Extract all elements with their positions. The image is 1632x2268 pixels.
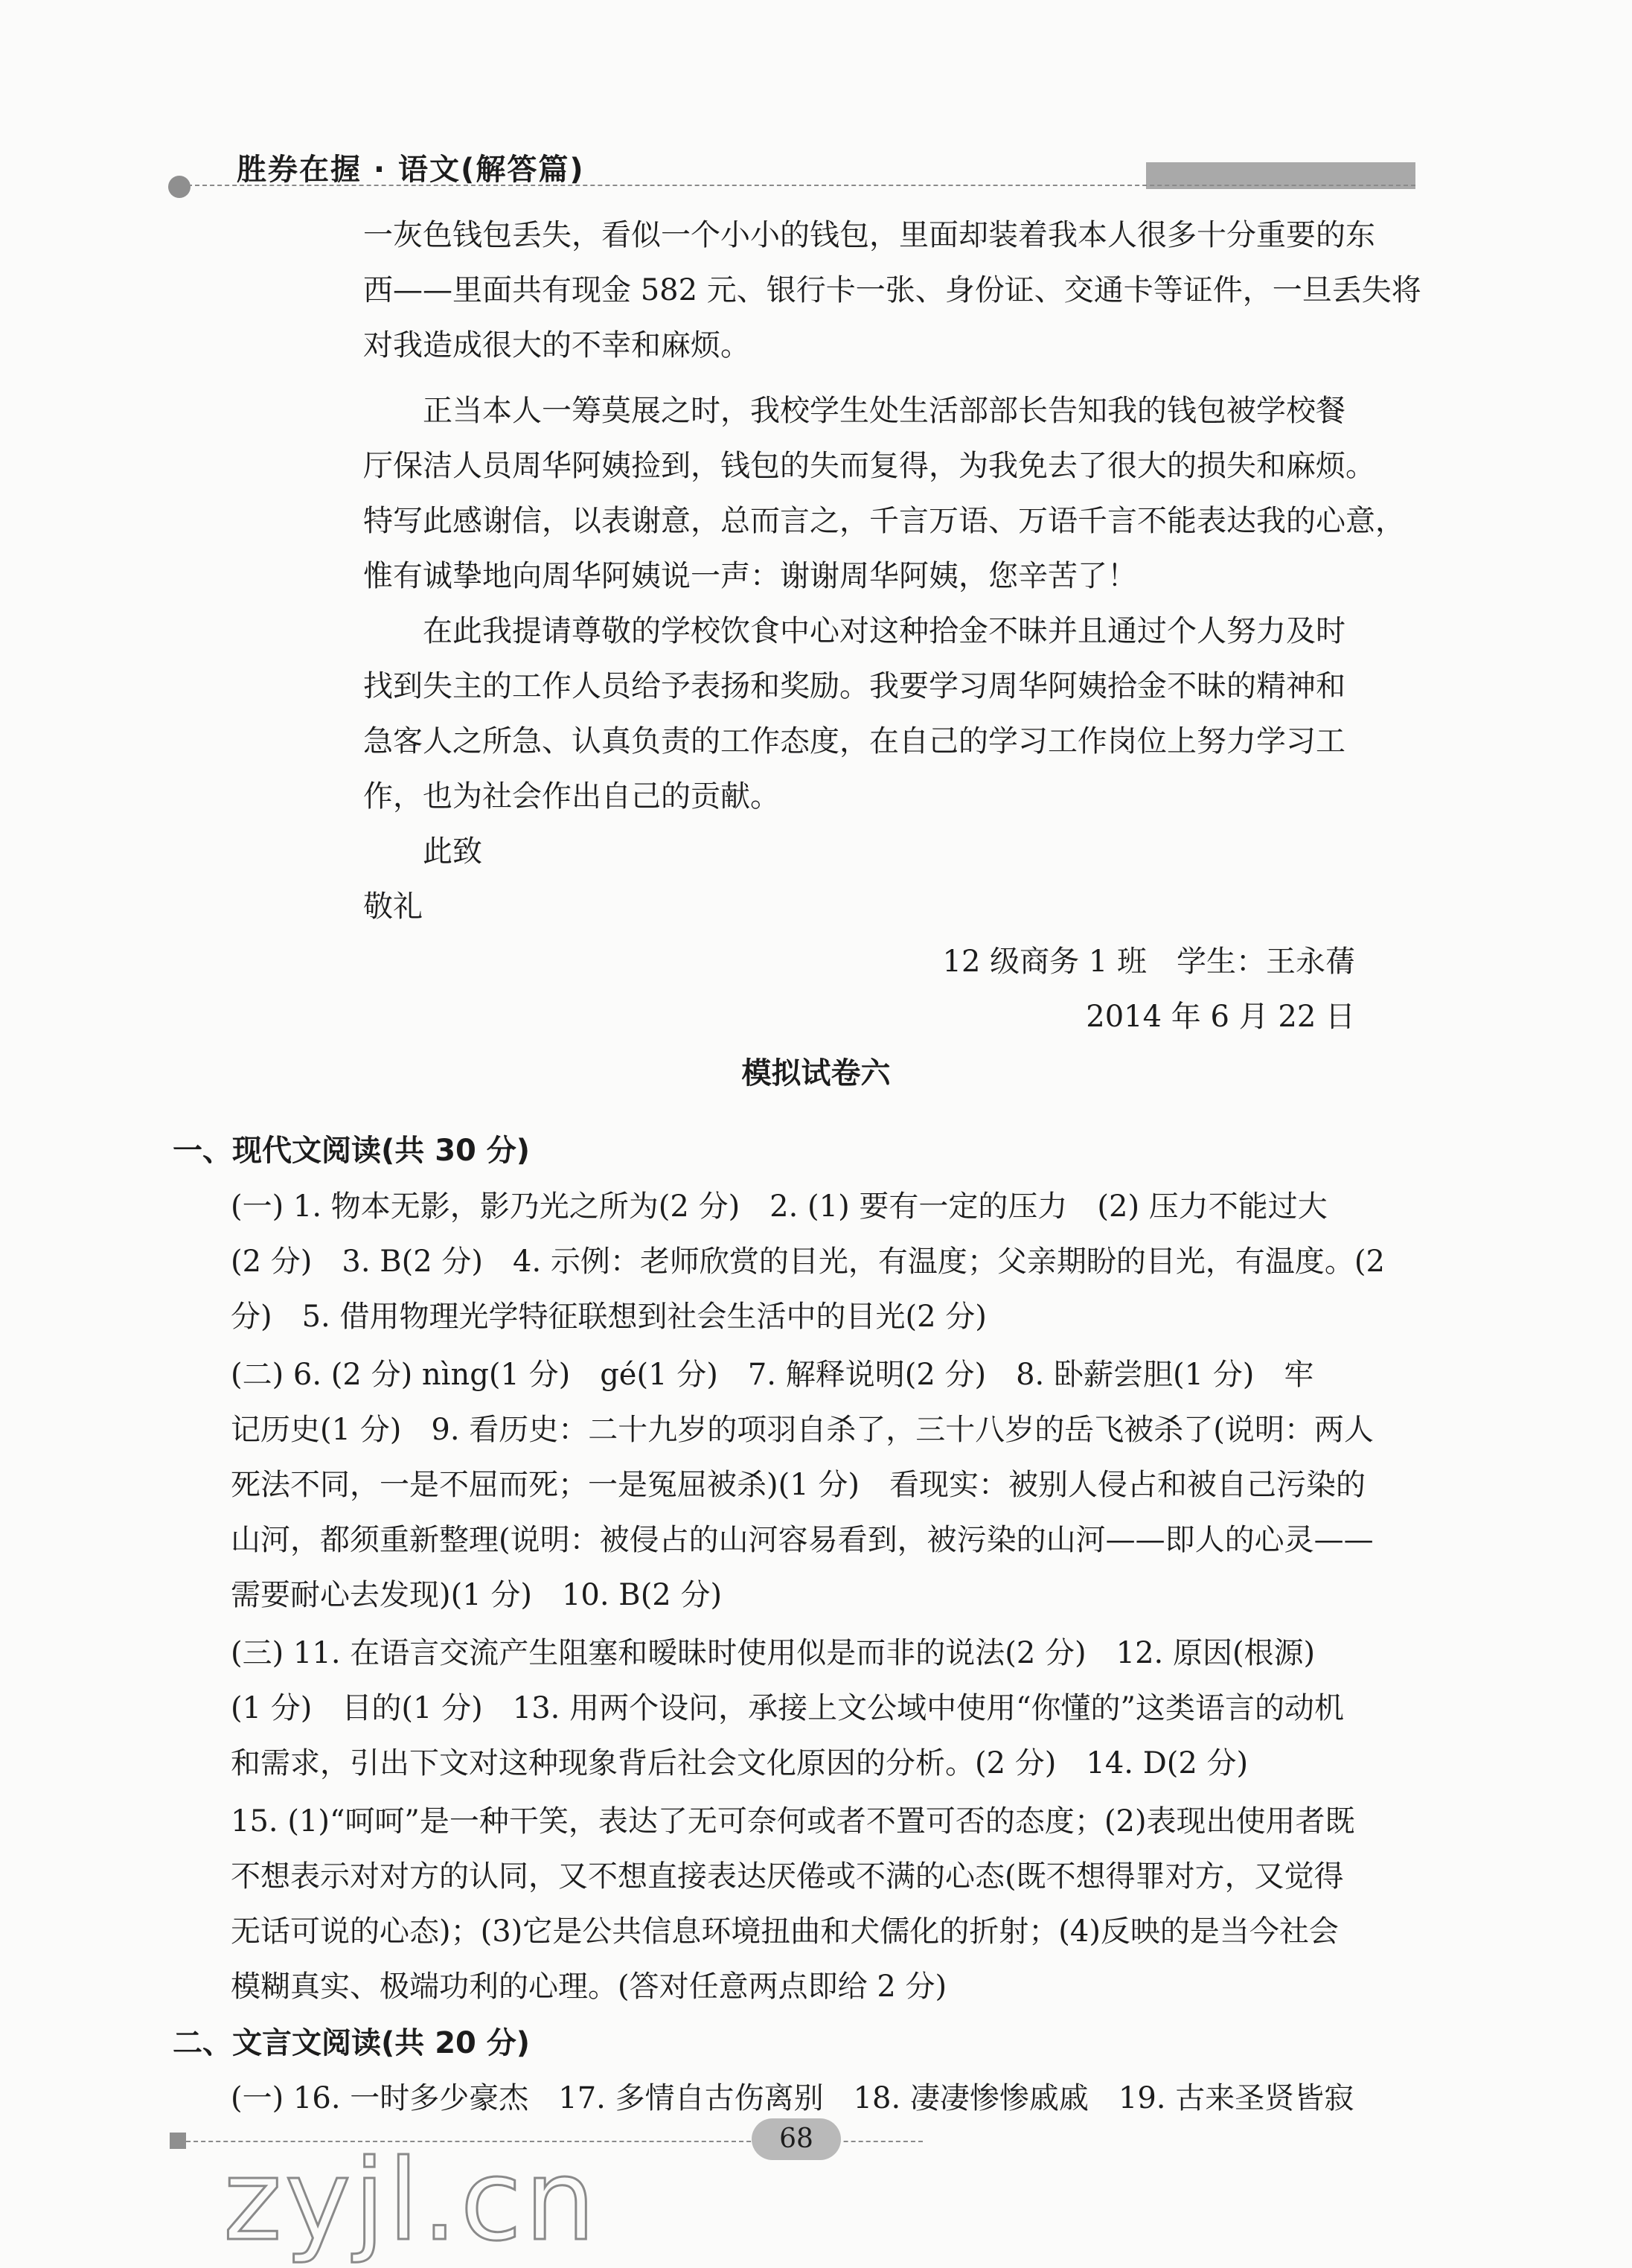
letter-date: 2014 年 6 月 22 日 xyxy=(1086,1000,1355,1034)
answer-line: 和需求，引出下文对这种现象背后社会文化原因的分析。(2 分) 14. D(2 分) xyxy=(231,1746,1249,1780)
answer-line: 分) 5. 借用物理光学特征联想到社会生活中的目光(2 分) xyxy=(231,1300,987,1334)
letter-signature: 12 级商务 1 班 学生：王永蒨 xyxy=(942,945,1355,979)
letter-line: 作，也为社会作出自己的贡献。 xyxy=(363,779,780,814)
answer-line: (2 分) 3. B(2 分) 4. 示例：老师欣赏的目光，有温度；父亲期盼的目光，有温度。(2 xyxy=(231,1245,1385,1279)
letter-line: 敬礼 xyxy=(363,889,423,924)
header-dot xyxy=(168,176,191,198)
answer-line: 模糊真实、极端功利的心理。(答对任意两点即给 2 分) xyxy=(231,1970,947,2004)
page-number: 68 xyxy=(752,2118,841,2160)
answer-line: 无话可说的心态)；(3)它是公共信息环境扭曲和犬儒化的折射；(4)反映的是当今社会 xyxy=(231,1914,1339,1949)
answer-line: 死法不同，一是不屈而死；一是冤屈被杀)(1 分) 看现实：被别人侵占和被自己污染的 xyxy=(231,1468,1366,1502)
letter-line: 急客人之所急、认真负责的工作态度，在自己的学习工作岗位上努力学习工 xyxy=(363,724,1345,758)
answer-line: 山河，都须重新整理(说明：被侵占的山河容易看到，被污染的山河——即人的心灵—— xyxy=(231,1523,1374,1557)
footer-square xyxy=(170,2133,186,2149)
letter-line: 惟有诚挚地向周华阿姨说一声：谢谢周华阿姨，您辛苦了！ xyxy=(363,559,1137,593)
letter-line: 一灰色钱包丢失，看似一个小小的钱包，里面却装着我本人很多十分重要的东 xyxy=(363,218,1375,252)
letter-line: 在此我提请尊敬的学校饮食中心对这种拾金不昧并且通过个人努力及时 xyxy=(363,614,1345,648)
letter-line: 正当本人一筹莫展之时，我校学生处生活部部长告知我的钱包被学校餐 xyxy=(363,394,1345,428)
section-heading: 一、现代文阅读(共 30 分) xyxy=(173,1134,531,1168)
answer-line: 15. (1)“呵呵”是一种干笑，表达了无可奈何或者不置可否的态度；(2)表现出使用者既 xyxy=(231,1804,1355,1839)
answer-line: 记历史(1 分) 9. 看历史：二十九岁的项羽自杀了，三十八岁的岳飞被杀了(说明：两人 xyxy=(231,1413,1374,1447)
answer-line: (1 分) 目的(1 分) 13. 用两个设问，承接上文公域中使用“你懂的”这类语言的动机 xyxy=(231,1691,1344,1725)
letter-line: 此致 xyxy=(363,834,482,869)
answer-line: (一) 16. 一时多少豪杰 17. 多情自古伤离别 18. 凄凄惨惨戚戚 19. 古来圣贤皆寂 xyxy=(231,2081,1354,2115)
answer-line: (二) 6. (2 分) nìng(1 分) gé(1 分) 7. 解释说明(2 分) 8. 卧薪尝胆(1 分) 牢 xyxy=(231,1358,1314,1392)
letter-line: 厅保洁人员周华阿姨捡到，钱包的失而复得，为我免去了很大的损失和麻烦。 xyxy=(363,449,1375,483)
header-title: 胜券在握 · 语文(解答篇) xyxy=(237,153,585,187)
letter-line: 特写此感谢信，以表谢意，总而言之，千言万语、万语千言不能表达我的心意， xyxy=(363,504,1405,538)
letter-line: 找到失主的工作人员给予表扬和奖励。我要学习周华阿姨拾金不昧的精神和 xyxy=(363,669,1345,703)
answer-line: (三) 11. 在语言交流产生阻塞和暧昧时使用似是而非的说法(2 分) 12. 原因(根源) xyxy=(231,1636,1316,1670)
section-heading: 二、文言文阅读(共 20 分) xyxy=(173,2026,531,2060)
answer-line: 需要耐心去发现)(1 分) 10. B(2 分) xyxy=(231,1578,723,1612)
answer-line: 不想表示对对方的认同，又不想直接表达厌倦或不满的心态(既不想得罪对方，又觉得 xyxy=(231,1859,1344,1894)
watermark: zyjl.cn xyxy=(223,2136,599,2266)
letter-line: 对我造成很大的不幸和麻烦。 xyxy=(363,328,750,362)
exam-title: 模拟试卷六 xyxy=(741,1056,891,1090)
letter-line: 西——里面共有现金 582 元、银行卡一张、身份证、交通卡等证件，一旦丢失将 xyxy=(363,273,1421,307)
answer-line: (一) 1. 物本无影，影乃光之所为(2 分) 2. (1) 要有一定的压力 (2) 压力不能过大 xyxy=(231,1189,1328,1224)
